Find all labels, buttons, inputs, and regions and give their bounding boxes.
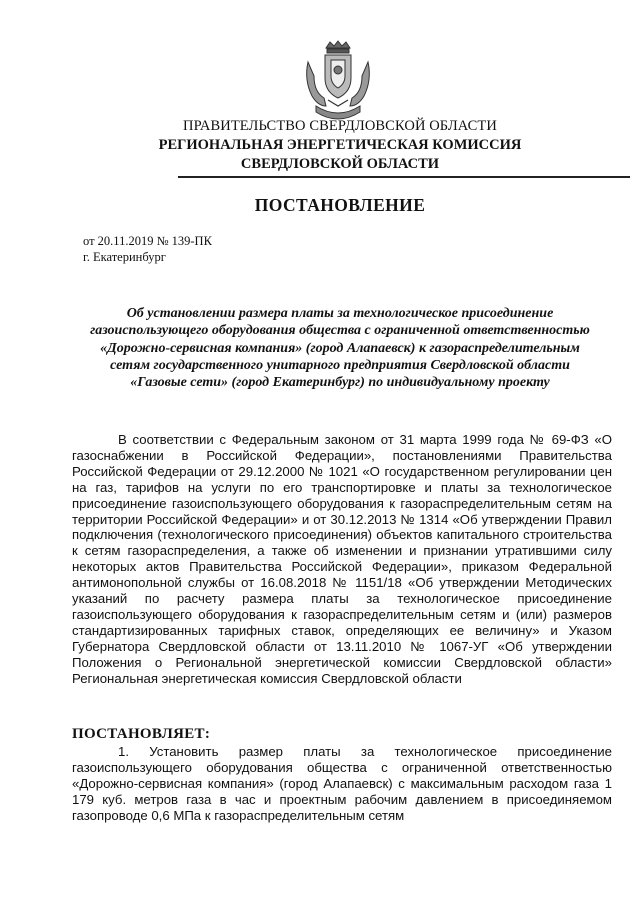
government-name: ПРАВИТЕЛЬСТВО СВЕРДЛОВСКОЙ ОБЛАСТИ (183, 118, 497, 134)
resolve-heading: ПОСТАНОВЛЯЕТ: (72, 726, 211, 742)
document-city: г. Екатеринбург (83, 250, 166, 264)
document-title: ПОСТАНОВЛЕНИЕ (254, 195, 426, 215)
header-divider (178, 176, 630, 178)
subject-line: газоиспользующего оборудования общества с ограниченной (90, 323, 460, 339)
document-date-number: от 20.11.2019 № 139-ПК (83, 234, 212, 248)
subject-line: Об установлении размера платы за технологическое присоединение (126, 306, 554, 321)
subject-line: Свердловской области «Газовые сети» (город Екатеринбург) (130, 357, 570, 391)
coat-of-arms-emblem (298, 40, 378, 130)
preamble-paragraph: В соответствии с Федеральным законом от 31 марта 1999 года № 69-ФЗ «О газоснабжении в Российской Федерации», постановлениями Правительства Российской Федерации от 29.12.2000 № 1021 «О государственном регулировании цен на газ, тарифов на услуги по его транспортировке и платы за технологическое присоединение газоиспользующего оборудования к газораспределительным сетям на территории Российской Федерации» и от 30.12.2013 № 1314 «Об утверждении Правил подключения (технологического присоединения) объектов капитального строительства к сетям газораспределения, а также об изменении и признании утратившими силу некоторых актов Правительства Российской Федерации», приказом Федеральной антимонопольной службы от 16.08.2018 № 1151/18 «Об утверждении Методических указаний по расчету размера платы за технологическое присоединение газоиспользующего оборудования к газораспределительным сетям и (или) размеров стандартизированных тарифных ставок, определяющих ее величину» и Указом Губернатора Свердловской области от 13.11.2010 № 1067-УГ «Об утверждении Положения о Региональной энергетической комиссии Свердловской области» Региональная энергетическая комиссия Свердловской области (72, 432, 612, 686)
subject-line: ответственностью «Дорожно-сервисная компания» (город Алапаевск) (100, 323, 590, 356)
region-name: СВЕРДЛОВСКОЙ ОБЛАСТИ (240, 156, 440, 172)
document-subject (90, 305, 590, 391)
subject-line: к газораспределительным сетям государственного унитарного предприятия (110, 340, 580, 373)
subject-line: по индивидуальному проекту (368, 375, 550, 391)
commission-name: РЕГИОНАЛЬНАЯ ЭНЕРГЕТИЧЕСКАЯ КОМИССИЯ (158, 137, 522, 153)
item-1-paragraph: 1. Установить размер платы за технологическое присоединение газоиспользующего оборудования общества с ограниченной ответственностью «Дорожно-сервисная компания» (город Алапаевск) с максимальным расходом газа 1 179 куб. метров газа в час и проектным рабочим давлением в присоединяемом газопроводе 0,6 МПа к газораспределительным сетям (72, 744, 612, 823)
